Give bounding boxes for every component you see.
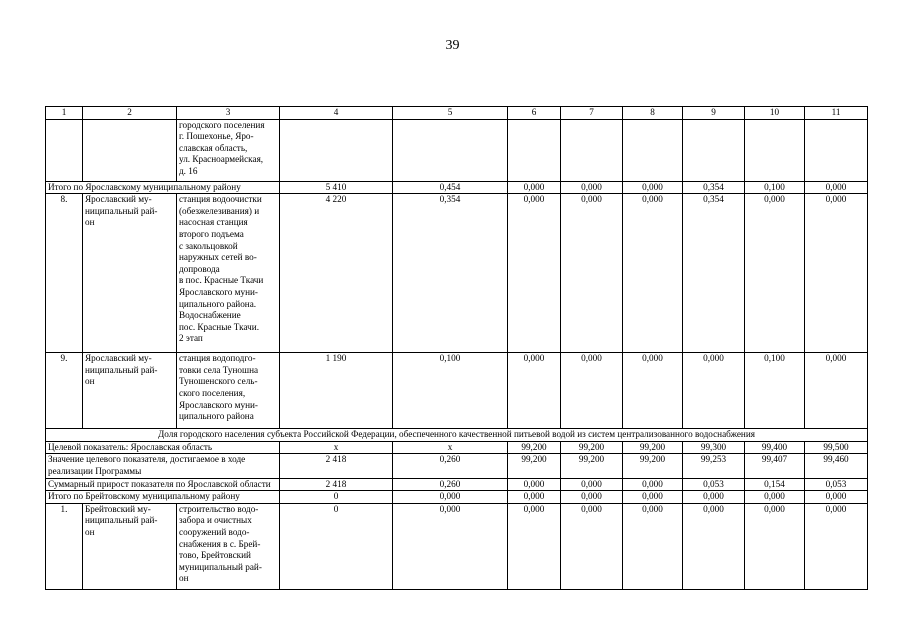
value-cell: 0,354 bbox=[683, 194, 745, 353]
section-title-row bbox=[46, 429, 868, 442]
value-cell: 0,000 bbox=[508, 491, 561, 504]
column-number: 4 bbox=[280, 107, 393, 120]
value-cell: 0,100 bbox=[393, 353, 508, 429]
cell-empty bbox=[805, 119, 868, 181]
value-cell: 0,000 bbox=[805, 503, 868, 589]
value-cell: 0,000 bbox=[683, 353, 745, 429]
cell-empty bbox=[280, 119, 393, 181]
value-cell: 0,000 bbox=[745, 194, 805, 353]
value-cell: 0,000 bbox=[561, 478, 623, 491]
column-number: 2 bbox=[83, 107, 177, 120]
object-cell: станция водоочистки (обезжелезивания) и насосная станция второго подъема с закольцовкой наружных сетей во- допровода в пос. Красные Ткачи Ярославского муни- ципального района. Водоснабжение пос. Красные Ткачи. 2 этап bbox=[177, 194, 280, 353]
total-row bbox=[46, 181, 868, 194]
row-number: 8. bbox=[46, 194, 83, 353]
column-number-row bbox=[46, 107, 868, 120]
value-cell: 99,407 bbox=[745, 454, 805, 478]
value-cell: 99,253 bbox=[683, 454, 745, 478]
value-cell: 0,000 bbox=[393, 491, 508, 504]
value-cell: 0,000 bbox=[508, 503, 561, 589]
indicator-label: Целевой показатель: Ярославская область bbox=[46, 441, 280, 454]
value-cell: 0,000 bbox=[393, 503, 508, 589]
total-label: Итого по Брейтовскому муниципальному району bbox=[46, 491, 280, 504]
cell-empty bbox=[745, 119, 805, 181]
cell-empty bbox=[83, 119, 177, 181]
value-cell: x bbox=[393, 441, 508, 454]
value-cell: 0,000 bbox=[623, 491, 683, 504]
section-title: Доля городского населения субъекта Российской Федерации, обеспеченного качественной питьевой водой из систем централизованного водоснабжения bbox=[46, 429, 868, 442]
indicator-row bbox=[46, 454, 868, 478]
value-cell: 0,154 bbox=[745, 478, 805, 491]
value-cell: 99,400 bbox=[745, 441, 805, 454]
value-cell: 99,460 bbox=[805, 454, 868, 478]
value-cell: x bbox=[280, 441, 393, 454]
value-cell: 4 220 bbox=[280, 194, 393, 353]
program-table bbox=[45, 106, 868, 590]
value-cell: 0,000 bbox=[623, 503, 683, 589]
value-cell: 0,053 bbox=[683, 478, 745, 491]
municipality-cell: Ярославский му- ниципальный рай- он bbox=[83, 353, 177, 429]
value-cell: 0,000 bbox=[623, 181, 683, 194]
table-row bbox=[46, 503, 868, 589]
value-cell: 0,260 bbox=[393, 454, 508, 478]
municipality-cell: Ярославский му- ниципальный рай- он bbox=[83, 194, 177, 353]
value-cell: 99,200 bbox=[623, 454, 683, 478]
value-cell: 0,000 bbox=[508, 194, 561, 353]
value-cell: 0 bbox=[280, 491, 393, 504]
value-cell: 0,454 bbox=[393, 181, 508, 194]
total-label: Итого по Ярославскому муниципальному району bbox=[46, 181, 280, 194]
value-cell: 0,000 bbox=[623, 478, 683, 491]
value-cell: 0,000 bbox=[561, 181, 623, 194]
value-cell: 0,260 bbox=[393, 478, 508, 491]
value-cell: 99,200 bbox=[508, 454, 561, 478]
page-number: 39 bbox=[445, 38, 460, 53]
value-cell: 99,500 bbox=[805, 441, 868, 454]
column-number: 9 bbox=[683, 107, 745, 120]
value-cell: 0,000 bbox=[508, 181, 561, 194]
indicator-label: Значение целевого показателя, достигаемое в ходе реализации Программы bbox=[46, 454, 280, 478]
value-cell: 99,200 bbox=[623, 441, 683, 454]
total-row bbox=[46, 491, 868, 504]
indicator-row bbox=[46, 478, 868, 491]
cell-empty bbox=[623, 119, 683, 181]
value-cell: 0,100 bbox=[745, 181, 805, 194]
municipality-cell: Брейтовский му- ниципальный рай- он bbox=[83, 503, 177, 589]
value-cell: 0,354 bbox=[393, 194, 508, 353]
cell-empty bbox=[683, 119, 745, 181]
value-cell: 0,000 bbox=[805, 181, 868, 194]
value-cell: 0 bbox=[280, 503, 393, 589]
row-number: 1. bbox=[46, 503, 83, 589]
indicator-label: Суммарный прирост показателя по Ярославской области bbox=[46, 478, 280, 491]
value-cell: 1 190 bbox=[280, 353, 393, 429]
value-cell: 0,000 bbox=[805, 194, 868, 353]
column-number: 1 bbox=[46, 107, 83, 120]
column-number: 8 bbox=[623, 107, 683, 120]
value-cell: 0,053 bbox=[805, 478, 868, 491]
indicator-row bbox=[46, 441, 868, 454]
table-row bbox=[46, 194, 868, 353]
value-cell: 0,000 bbox=[561, 194, 623, 353]
column-number: 5 bbox=[393, 107, 508, 120]
value-cell: 0,354 bbox=[683, 181, 745, 194]
table-row bbox=[46, 353, 868, 429]
value-cell: 0,000 bbox=[561, 503, 623, 589]
value-cell: 0,100 bbox=[745, 353, 805, 429]
value-cell: 2 418 bbox=[280, 454, 393, 478]
value-cell: 0,000 bbox=[805, 491, 868, 504]
object-cell: строительство водо- забора и очистных сооружений водо- снабжения в с. Брей- тово, Брейтовский муниципальный рай- он bbox=[177, 503, 280, 589]
table-row bbox=[46, 119, 868, 181]
column-number: 7 bbox=[561, 107, 623, 120]
cell-empty bbox=[508, 119, 561, 181]
column-number: 10 bbox=[745, 107, 805, 120]
column-number: 3 bbox=[177, 107, 280, 120]
value-cell: 0,000 bbox=[623, 194, 683, 353]
value-cell: 0,000 bbox=[623, 353, 683, 429]
value-cell: 99,200 bbox=[508, 441, 561, 454]
value-cell: 0,000 bbox=[805, 353, 868, 429]
value-cell: 5 410 bbox=[280, 181, 393, 194]
object-cell: станция водоподго- товки села Туношна Туношенского сель- ского поселения, Ярославского муни- ципального района bbox=[177, 353, 280, 429]
value-cell: 2 418 bbox=[280, 478, 393, 491]
value-cell: 0,000 bbox=[561, 353, 623, 429]
value-cell: 99,300 bbox=[683, 441, 745, 454]
value-cell: 99,200 bbox=[561, 454, 623, 478]
cell-empty bbox=[561, 119, 623, 181]
value-cell: 0,000 bbox=[745, 503, 805, 589]
object-cell: городского поселения г. Пошехонье, Яро- славская область, ул. Красноармейская, д. 16 bbox=[177, 119, 280, 181]
value-cell: 0,000 bbox=[683, 491, 745, 504]
row-number: 9. bbox=[46, 353, 83, 429]
cell-empty bbox=[393, 119, 508, 181]
value-cell: 0,000 bbox=[508, 353, 561, 429]
column-number: 6 bbox=[508, 107, 561, 120]
column-number: 11 bbox=[805, 107, 868, 120]
value-cell: 0,000 bbox=[561, 491, 623, 504]
value-cell: 0,000 bbox=[745, 491, 805, 504]
value-cell: 0,000 bbox=[683, 503, 745, 589]
value-cell: 0,000 bbox=[508, 478, 561, 491]
value-cell: 99,200 bbox=[561, 441, 623, 454]
cell-empty bbox=[46, 119, 83, 181]
